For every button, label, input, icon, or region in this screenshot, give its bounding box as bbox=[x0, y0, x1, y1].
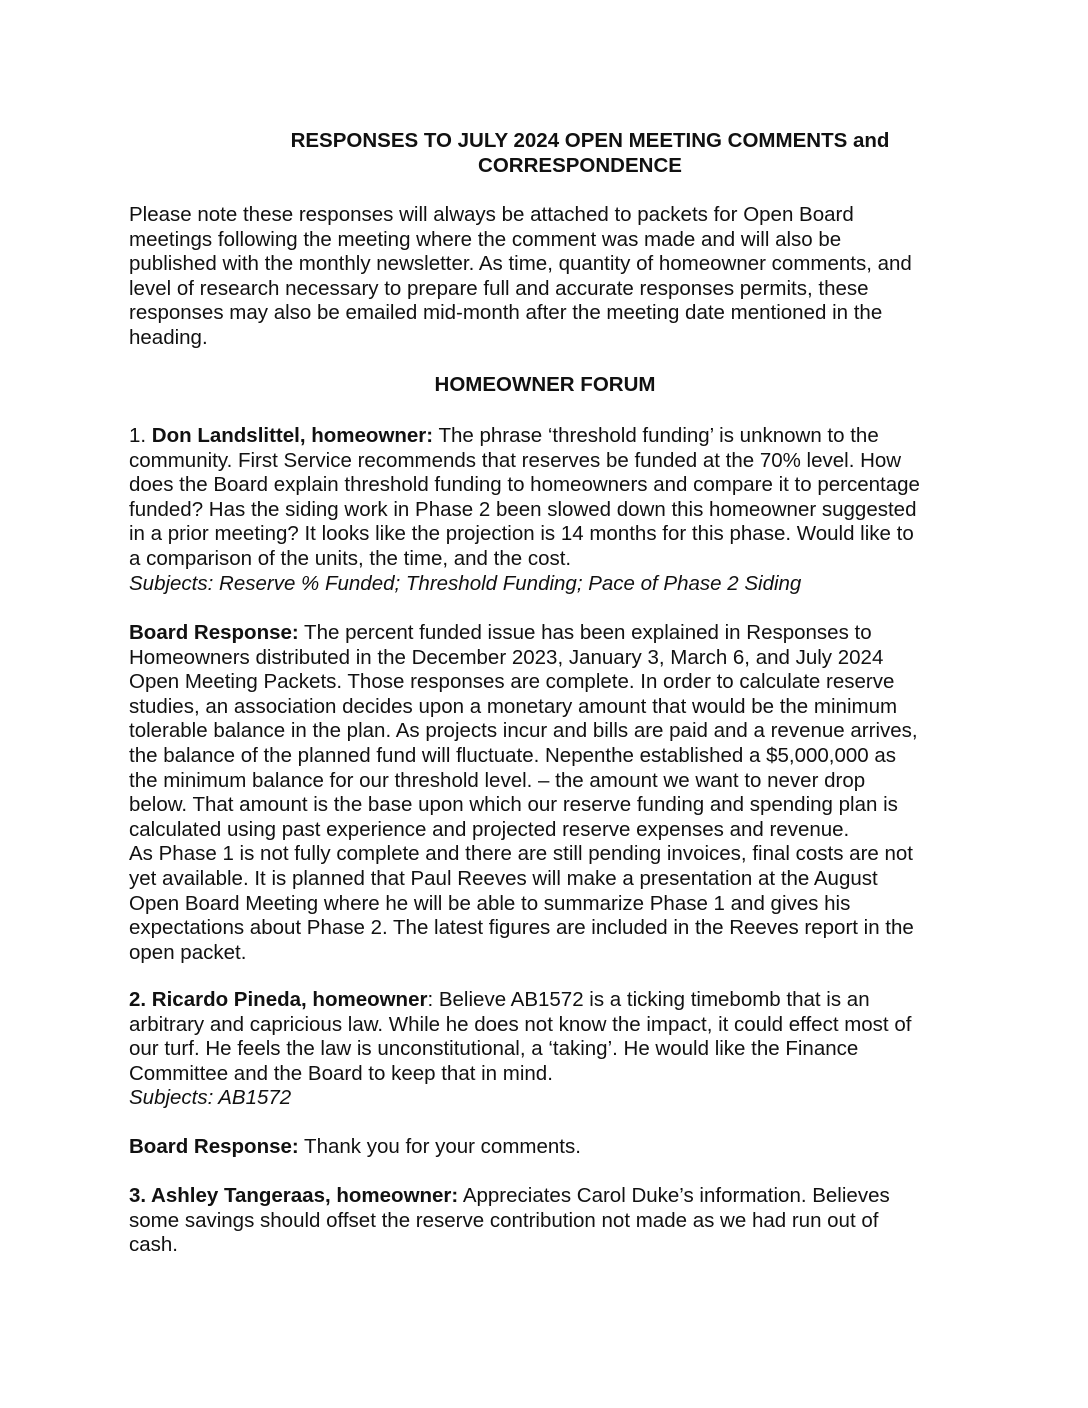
subjects-text: Subjects: Reserve % Funded; Threshold Funding; Pace of Phase 2 Siding bbox=[129, 571, 802, 595]
comment-line: in a prior meeting? It looks like the projection is 14 months for this phase. Would like to bbox=[129, 522, 914, 546]
commenter-name: 3. Ashley Tangeraas, homeowner: bbox=[129, 1184, 459, 1207]
comment-line: cash. bbox=[129, 1233, 178, 1257]
intro-paragraph bbox=[129, 203, 959, 351]
intro-line: Please note these responses will always be attached to packets for Open Board bbox=[129, 203, 854, 226]
response-line: below. That amount is the base upon which our reserve funding and spending plan is bbox=[129, 793, 898, 817]
board-response-label: Board Response: bbox=[129, 621, 299, 644]
comment-text: The phrase ‘threshold funding’ is unknown to the bbox=[433, 424, 879, 447]
intro-line: meetings following the meeting where the comment was made and will also be bbox=[129, 227, 842, 251]
homeowner-forum-heading: HOMEOWNER FORUM bbox=[434, 373, 656, 396]
title-line-1: RESPONSES TO JULY 2024 OPEN MEETING COMMENTS and bbox=[290, 129, 890, 152]
title-line-2: CORRESPONDENCE bbox=[478, 154, 682, 177]
comment-line: does the Board explain threshold funding to homeowners and compare it to percentage bbox=[129, 473, 920, 497]
response-line: the minimum balance for our threshold level. – the amount we want to never drop bbox=[129, 768, 866, 792]
comment-1-first-line bbox=[129, 424, 959, 449]
response-line: calculated using past experience and projected reserve expenses and revenue. bbox=[129, 817, 850, 841]
comment-subjects bbox=[129, 572, 959, 597]
board-response-2 bbox=[129, 1135, 959, 1160]
commenter-name: 2. Ricardo Pineda, homeowner bbox=[129, 988, 428, 1011]
comment-1 bbox=[129, 424, 959, 596]
board-response-label: Board Response: bbox=[129, 1135, 299, 1158]
intro-line: heading. bbox=[129, 325, 208, 349]
document-title bbox=[130, 128, 1030, 178]
comment-3 bbox=[129, 1184, 959, 1258]
comment-3-first-line bbox=[129, 1184, 959, 1209]
comment-text: : Believe AB1572 is a ticking timebomb that is an bbox=[427, 988, 870, 1011]
response-line: As Phase 1 is not fully complete and there are still pending invoices, final costs are not bbox=[129, 842, 913, 866]
response-text: Thank you for your comments. bbox=[298, 1135, 581, 1158]
comment-line: our turf. He feels the law is unconstitutional, a ‘taking’. He would like the Finance bbox=[129, 1037, 859, 1061]
response-line: Homeowners distributed in the December 2023, January 3, March 6, and July 2024 bbox=[129, 645, 884, 669]
response-line: Open Meeting Packets. Those responses are complete. In order to calculate reserve bbox=[129, 670, 895, 694]
response-line: tolerable balance in the plan. As projects incur and bills are paid and a revenue arrives, bbox=[129, 719, 918, 743]
comment-2-first-line bbox=[129, 988, 959, 1013]
intro-line: published with the monthly newsletter. As time, quantity of homeowner comments, and bbox=[129, 252, 912, 276]
intro-line: responses may also be emailed mid-month after the meeting date mentioned in the bbox=[129, 301, 883, 325]
response-line: expectations about Phase 2. The latest figures are included in the Reeves report in the bbox=[129, 916, 914, 940]
comment-subjects bbox=[129, 1086, 959, 1111]
intro-line: level of research necessary to prepare full and accurate responses permits, these bbox=[129, 276, 869, 300]
comment-text: Appreciates Carol Duke’s information. Believes bbox=[458, 1184, 890, 1207]
response-line: open packet. bbox=[129, 940, 247, 964]
response-line: studies, an association decides upon a monetary amount that would be the minimum bbox=[129, 694, 898, 718]
response-text: The percent funded issue has been explained in Responses to bbox=[298, 621, 872, 644]
response-line: yet available. It is planned that Paul Reeves will make a presentation at the August bbox=[129, 866, 878, 890]
comment-2 bbox=[129, 988, 959, 1111]
comment-line: arbitrary and capricious law. While he does not know the impact, it could effect most of bbox=[129, 1012, 912, 1036]
response-first-line bbox=[129, 1135, 959, 1160]
response-line: Open Board Meeting where he will be able to summarize Phase 1 and gives his bbox=[129, 891, 851, 915]
comment-line: a comparison of the units, the time, and the cost. bbox=[129, 546, 572, 570]
response-first-line bbox=[129, 621, 959, 646]
commenter-name: Don Landslittel, homeowner: bbox=[151, 424, 434, 447]
comment-line: funded? Has the siding work in Phase 2 been slowed down this homeowner suggested bbox=[129, 497, 917, 521]
board-response-1 bbox=[129, 621, 959, 965]
response-line: the balance of the planned fund will fluctuate. Nepenthe established a $5,000,000 as bbox=[129, 743, 897, 767]
comment-line: Committee and the Board to keep that in mind. bbox=[129, 1061, 553, 1085]
comment-1-number: 1. bbox=[129, 424, 152, 447]
subjects-text: Subjects: AB1572 bbox=[129, 1086, 292, 1110]
comment-line: community. First Service recommends that reserves be funded at the 70% level. How bbox=[129, 448, 902, 472]
comment-line: some savings should offset the reserve contribution not made as we had run out of bbox=[129, 1208, 879, 1232]
